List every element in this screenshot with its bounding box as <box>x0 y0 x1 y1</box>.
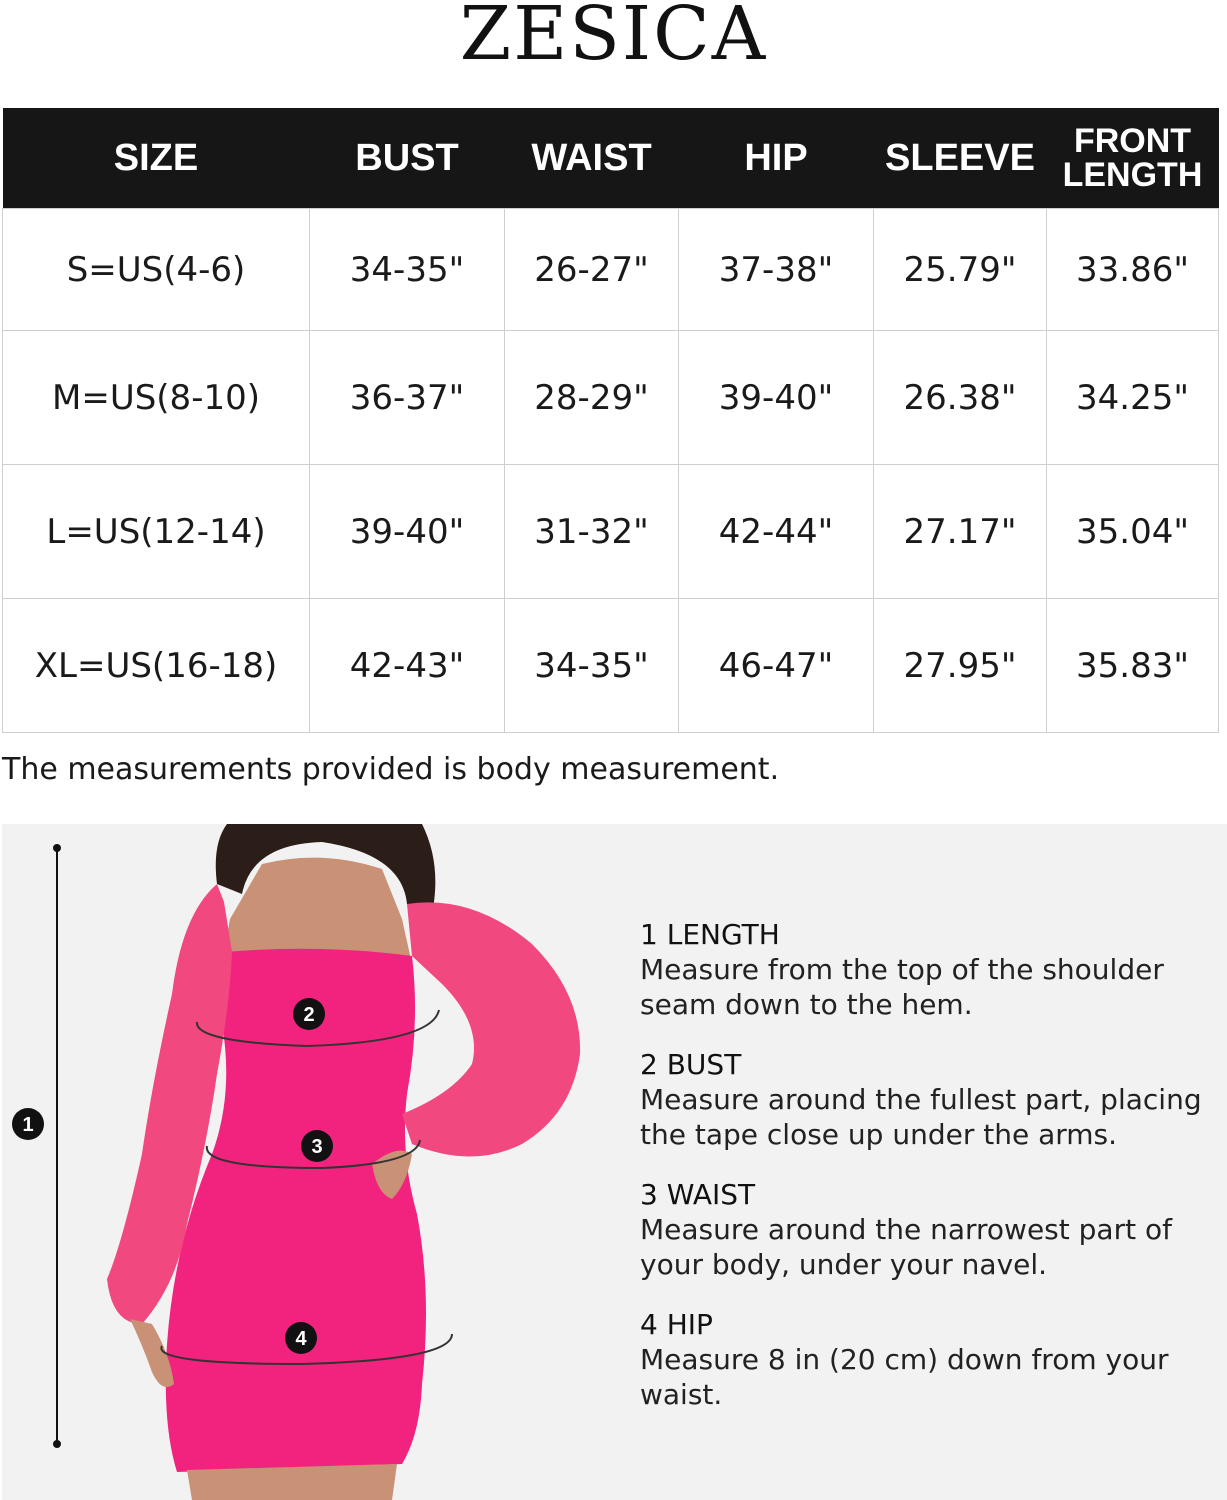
header-sleeve: SLEEVE <box>874 108 1047 209</box>
size-chart-table <box>2 108 1219 733</box>
instruction-bust <box>640 1048 1227 1152</box>
instruction-hip <box>640 1308 1227 1412</box>
cell-bust: 39-40" <box>310 465 505 599</box>
table-row <box>3 209 1219 331</box>
marker-3 <box>301 1130 333 1162</box>
cell-bust: 36-37" <box>310 331 505 465</box>
cell-front-length: 34.25" <box>1047 331 1219 465</box>
instruction-desc-line1: Measure around the narrowest part of <box>640 1213 1172 1246</box>
header-hip: HIP <box>679 108 874 209</box>
instruction-title: 1 LENGTH <box>640 918 780 951</box>
cell-size: S=US(4-6) <box>3 209 310 331</box>
header-size: SIZE <box>3 108 310 209</box>
length-line-top-dot <box>53 844 61 852</box>
marker-4 <box>285 1322 317 1354</box>
instruction-title: 2 BUST <box>640 1048 742 1081</box>
table-row <box>3 465 1219 599</box>
measurement-note: The measurements provided is body measurement. <box>2 752 780 787</box>
cell-waist: 26-27" <box>505 209 679 331</box>
cell-sleeve: 27.95" <box>874 599 1047 733</box>
legs-shape <box>187 1464 397 1500</box>
cell-size: XL=US(16-18) <box>3 599 310 733</box>
cell-sleeve: 25.79" <box>874 209 1047 331</box>
marker-2-label: 2 <box>303 1004 315 1026</box>
header-bust: BUST <box>310 108 505 209</box>
cell-hip: 46-47" <box>679 599 874 733</box>
instruction-desc-line2: the tape close up under the arms. <box>640 1118 1118 1151</box>
cell-sleeve: 27.17" <box>874 465 1047 599</box>
instruction-waist <box>640 1178 1227 1282</box>
instruction-title: 4 HIP <box>640 1308 713 1341</box>
skin-shape <box>222 858 412 964</box>
marker-3-label: 3 <box>311 1136 323 1158</box>
header-front-length-line2: LENGTH <box>1062 156 1203 194</box>
cell-waist: 31-32" <box>505 465 679 599</box>
marker-4-label: 4 <box>295 1328 307 1350</box>
marker-2 <box>293 998 325 1030</box>
header-waist: WAIST <box>505 108 679 209</box>
instruction-title: 3 WAIST <box>640 1178 756 1211</box>
cell-front-length: 33.86" <box>1047 209 1219 331</box>
measurement-instructions <box>640 918 1227 1438</box>
cell-size: M=US(8-10) <box>3 331 310 465</box>
instruction-desc-line2: seam down to the hem. <box>640 988 973 1021</box>
cell-hip: 37-38" <box>679 209 874 331</box>
instruction-length <box>640 918 1227 1022</box>
header-front-length-line1: FRONT <box>1073 122 1192 160</box>
marker-1 <box>12 1108 44 1140</box>
header-front-length <box>1047 108 1219 209</box>
instruction-desc-line1: Measure from the top of the shoulder <box>640 953 1164 986</box>
cell-waist: 34-35" <box>505 599 679 733</box>
marker-1-label: 1 <box>22 1114 34 1136</box>
table-row <box>3 599 1219 733</box>
cell-front-length: 35.83" <box>1047 599 1219 733</box>
length-line-bottom-dot <box>53 1440 61 1448</box>
cell-front-length: 35.04" <box>1047 465 1219 599</box>
table-header-row <box>3 108 1219 209</box>
cell-bust: 34-35" <box>310 209 505 331</box>
right-sleeve <box>402 902 580 1156</box>
cell-size: L=US(12-14) <box>3 465 310 599</box>
cell-hip: 39-40" <box>679 331 874 465</box>
instruction-desc-line1: Measure 8 in (20 cm) down from your waist. <box>640 1343 1169 1411</box>
cell-waist: 28-29" <box>505 331 679 465</box>
model-figure-illustration <box>2 824 642 1500</box>
cell-bust: 42-43" <box>310 599 505 733</box>
instruction-desc-line1: Measure around the fullest part, placing <box>640 1083 1202 1116</box>
table-row <box>3 331 1219 465</box>
instruction-desc-line2: your body, under your navel. <box>640 1248 1048 1281</box>
brand-logo: ZESICA <box>459 0 768 77</box>
cell-hip: 42-44" <box>679 465 874 599</box>
cell-sleeve: 26.38" <box>874 331 1047 465</box>
